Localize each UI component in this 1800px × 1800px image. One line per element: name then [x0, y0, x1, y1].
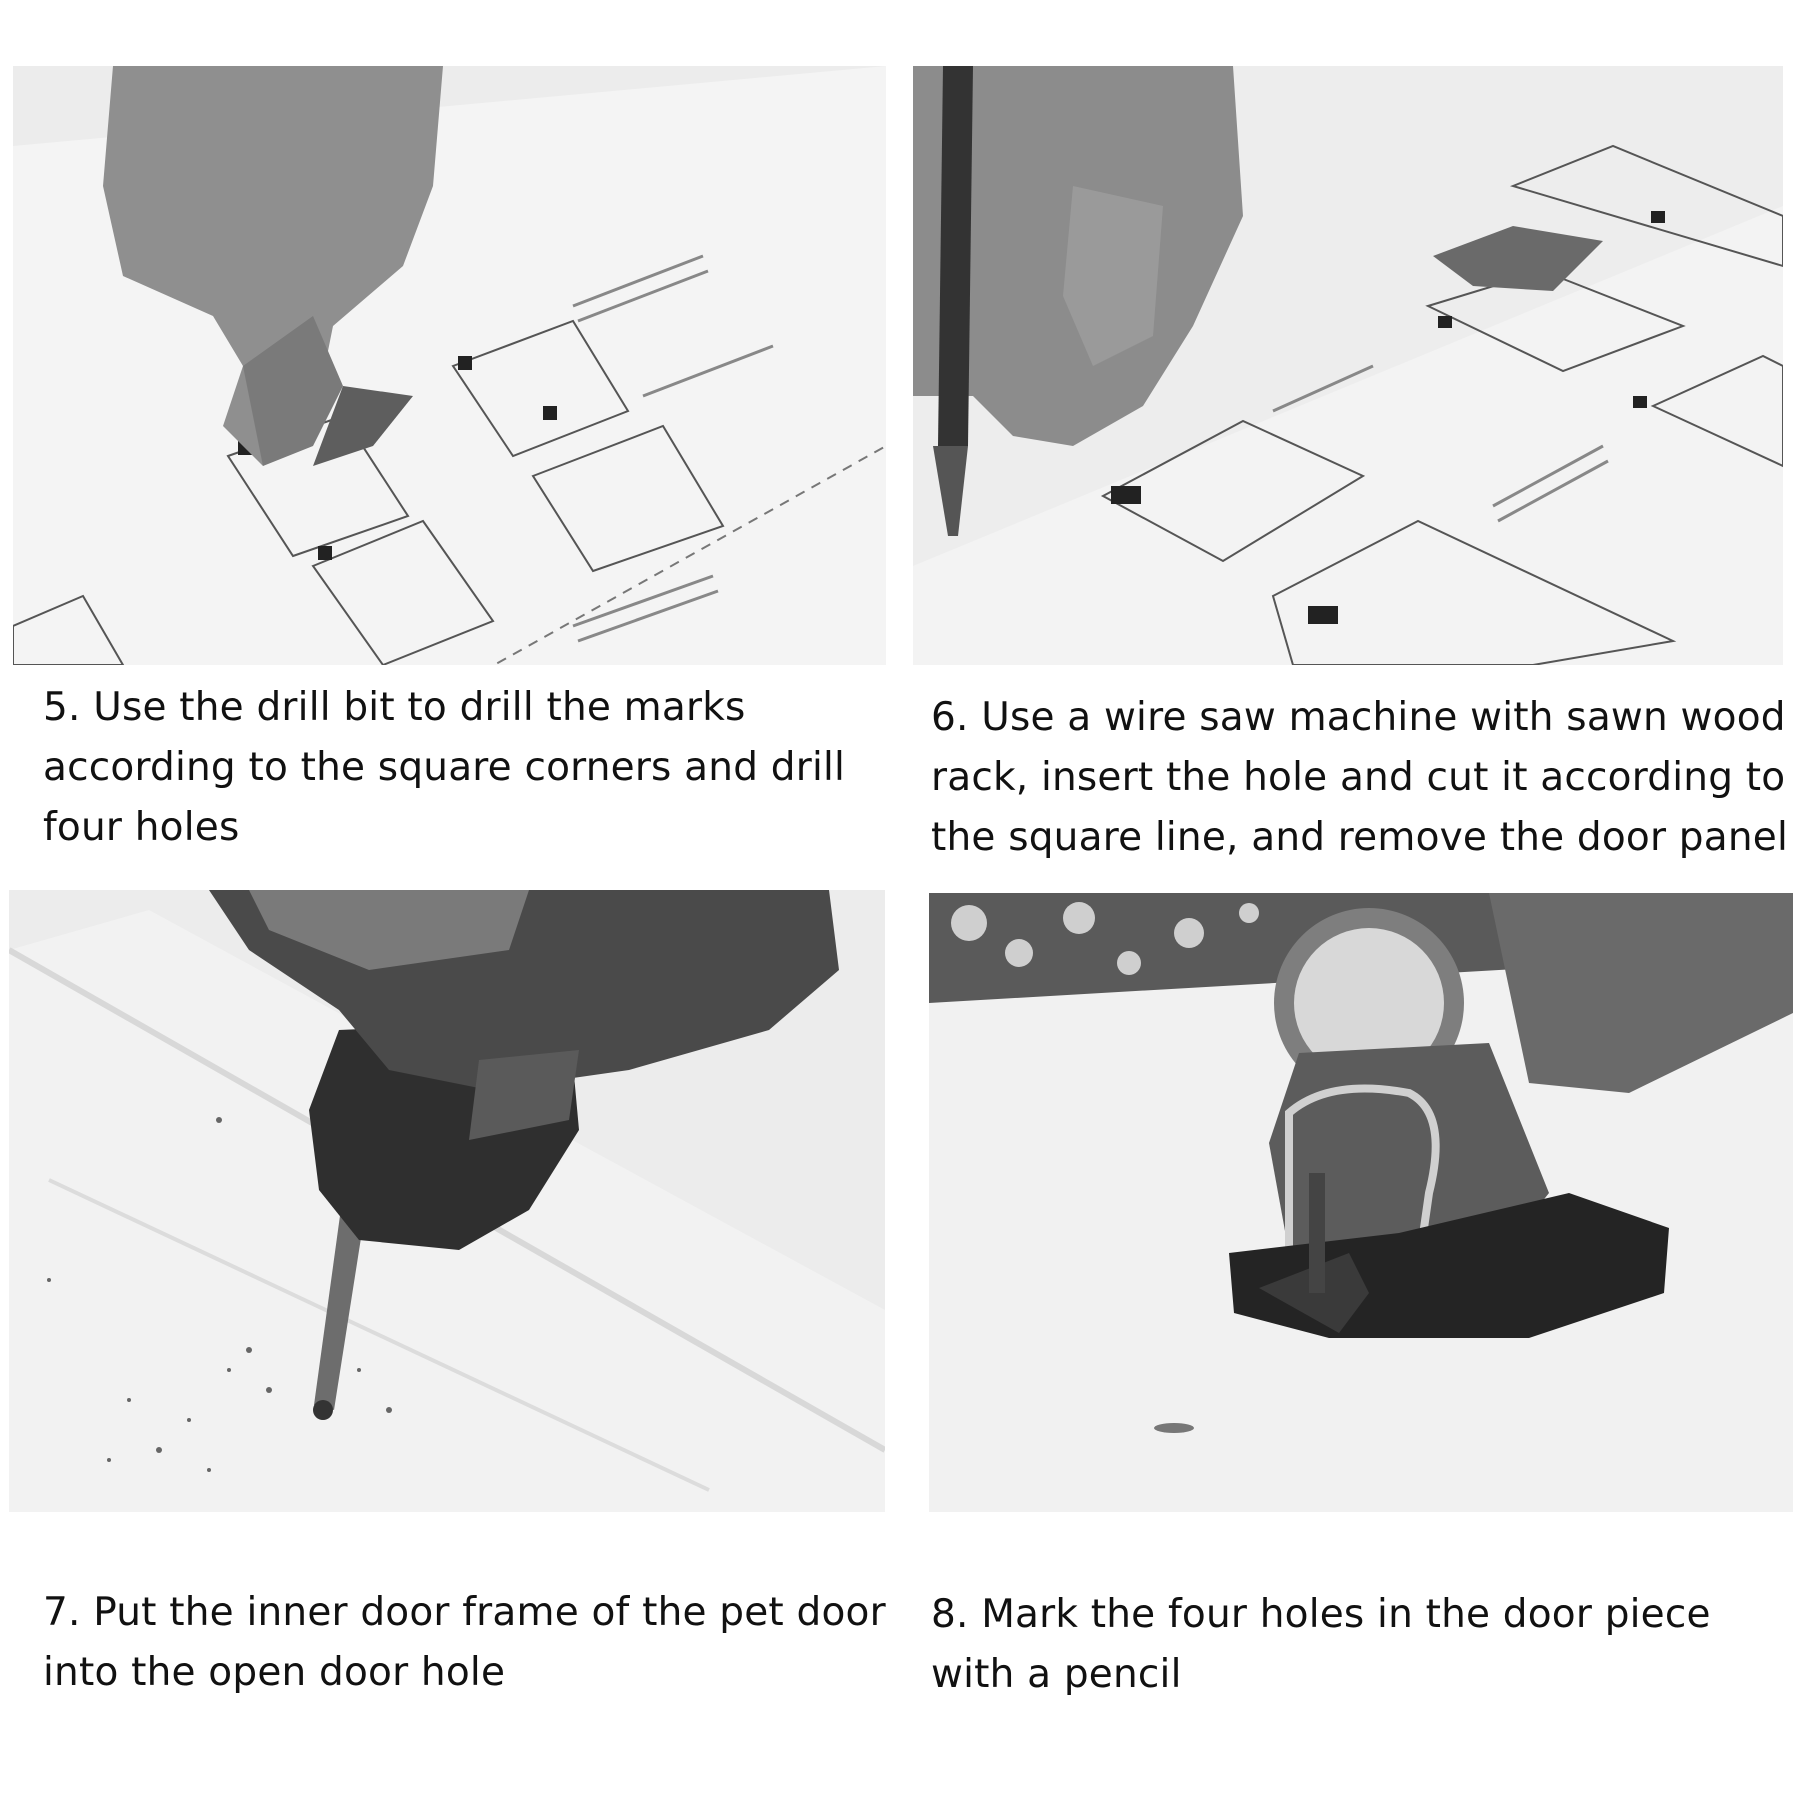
step-7-photo	[9, 890, 885, 1512]
step-6-photo	[913, 66, 1783, 665]
step-7-caption: 7. Put the inner door frame of the pet door into the open door hole	[43, 1590, 886, 1695]
step-5-caption: 5. Use the drill bit to drill the marks according to the square corners and drill four holes	[43, 685, 846, 850]
step-8-photo	[929, 893, 1793, 1512]
step-6-caption: 6. Use a wire saw machine with sawn wood rack, insert the hole and cut it according to the square line, and remove the door panel	[931, 695, 1789, 860]
step-8-caption: 8. Mark the four holes in the door piece with a pencil	[931, 1592, 1711, 1697]
step-5-photo	[13, 66, 886, 665]
